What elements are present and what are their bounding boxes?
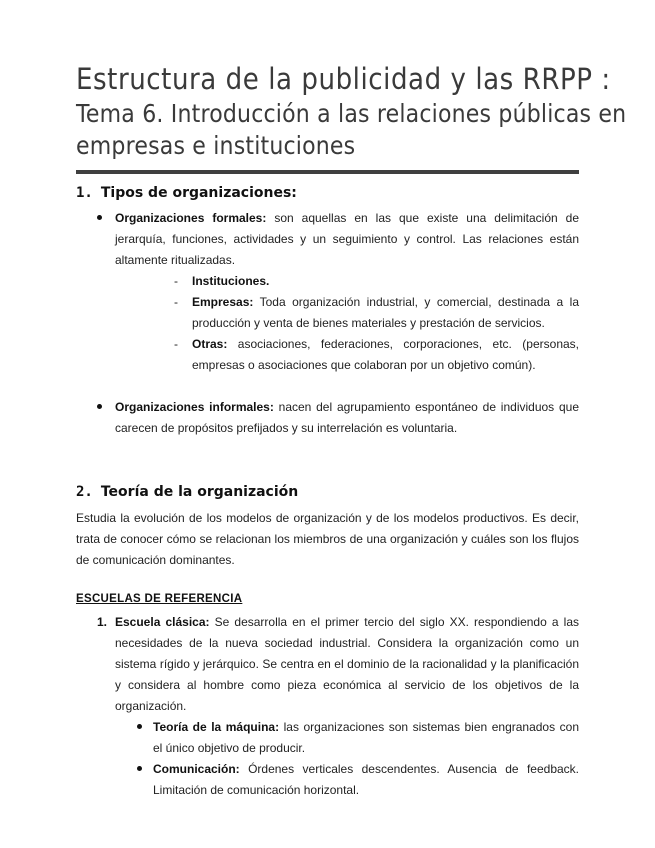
dash-icon: - (174, 295, 178, 309)
bullet-icon (97, 215, 102, 220)
bullet-icon (137, 724, 142, 729)
subitem-label: Teoría de la máquina: (153, 720, 280, 734)
bullet-icon (97, 404, 102, 409)
section-2-number: 2. (76, 484, 93, 500)
subitem-label: Empresas: (192, 295, 254, 309)
escuela-clasica-paragraph (115, 612, 579, 717)
list-number: 1. (97, 615, 108, 629)
document-title (76, 60, 627, 162)
subitem-label: Otras: (192, 337, 228, 351)
escuelas-heading: ESCUELAS DE REFERENCIA (76, 593, 243, 605)
teoria-maquina-item (153, 717, 579, 759)
section-1-title: Tipos de organizaciones: (100, 185, 297, 201)
subitem-empresas (192, 292, 579, 334)
dash-icon: - (174, 274, 178, 288)
section-2-title: Teoría de la organización (100, 484, 299, 500)
informales-text: nacen del agrupamiento espontáneo de individuos que carecen de propósitos prefijados y su interrelación es voluntaria. (115, 400, 579, 435)
title-line-2: Tema 6. Introducción a las relaciones públicas en (76, 99, 627, 128)
section-1-heading (76, 185, 297, 201)
escuela-label: Escuela clásica: (115, 615, 210, 629)
formales-text: son aquellas en las que existe una delimitación de jerarquía, funciones, actividades y un seguimiento y control. Las relaciones están altamente ritualizadas. (115, 211, 579, 267)
informales-label: Organizaciones informales: (115, 400, 274, 414)
subitem-text: asociaciones, federaciones, corporaciones, etc. (personas, empresas o asociaciones que colaboran por un objetivo común). (192, 337, 579, 372)
title-divider (76, 170, 579, 174)
comunicacion-item (153, 759, 579, 801)
formales-label: Organizaciones formales: (115, 211, 267, 225)
subitem-label: Comunicación: (153, 762, 240, 776)
subitem-text: Órdenes verticales descendentes. Ausencia de feedback. Limitación de comunicación horizontal. (153, 762, 579, 797)
subitem-otras (192, 334, 579, 376)
bullet-icon (137, 766, 142, 771)
subitem-instituciones (192, 271, 579, 292)
formales-paragraph (115, 208, 579, 271)
title-line-1: Estructura de la publicidad y las RRPP : (76, 62, 611, 96)
subitem-text: las organizaciones son sistemas bien engranados con el único objetivo de producir. (153, 720, 579, 755)
section-2-heading (76, 484, 298, 500)
informales-paragraph (115, 397, 579, 439)
subitem-text: Toda organización industrial, y comercial, destinada a la producción y venta de bienes materiales y prestación de servicios. (192, 295, 579, 330)
section-1-number: 1. (76, 185, 93, 201)
title-line-3: empresas e instituciones (76, 131, 356, 160)
section-2-intro: Estudia la evolución de los modelos de organización y de los modelos productivos. Es decir, trata de conocer cómo se relacionan los miembros de una organización y cuáles son los flujos de comunicación dominantes. (76, 511, 579, 567)
subitem-label: Instituciones. (192, 274, 270, 288)
dash-icon: - (174, 337, 178, 351)
escuela-text: Se desarrolla en el primer tercio del siglo XX. respondiendo a las necesidades de la nueva sociedad industrial. Considera la organización como un sistema rígido y jerárquico. Se centra en el dominio de la racionalidad y la planificación y considera al hombre como pieza económica al servicio de los objetivos de la organización. (115, 615, 580, 713)
